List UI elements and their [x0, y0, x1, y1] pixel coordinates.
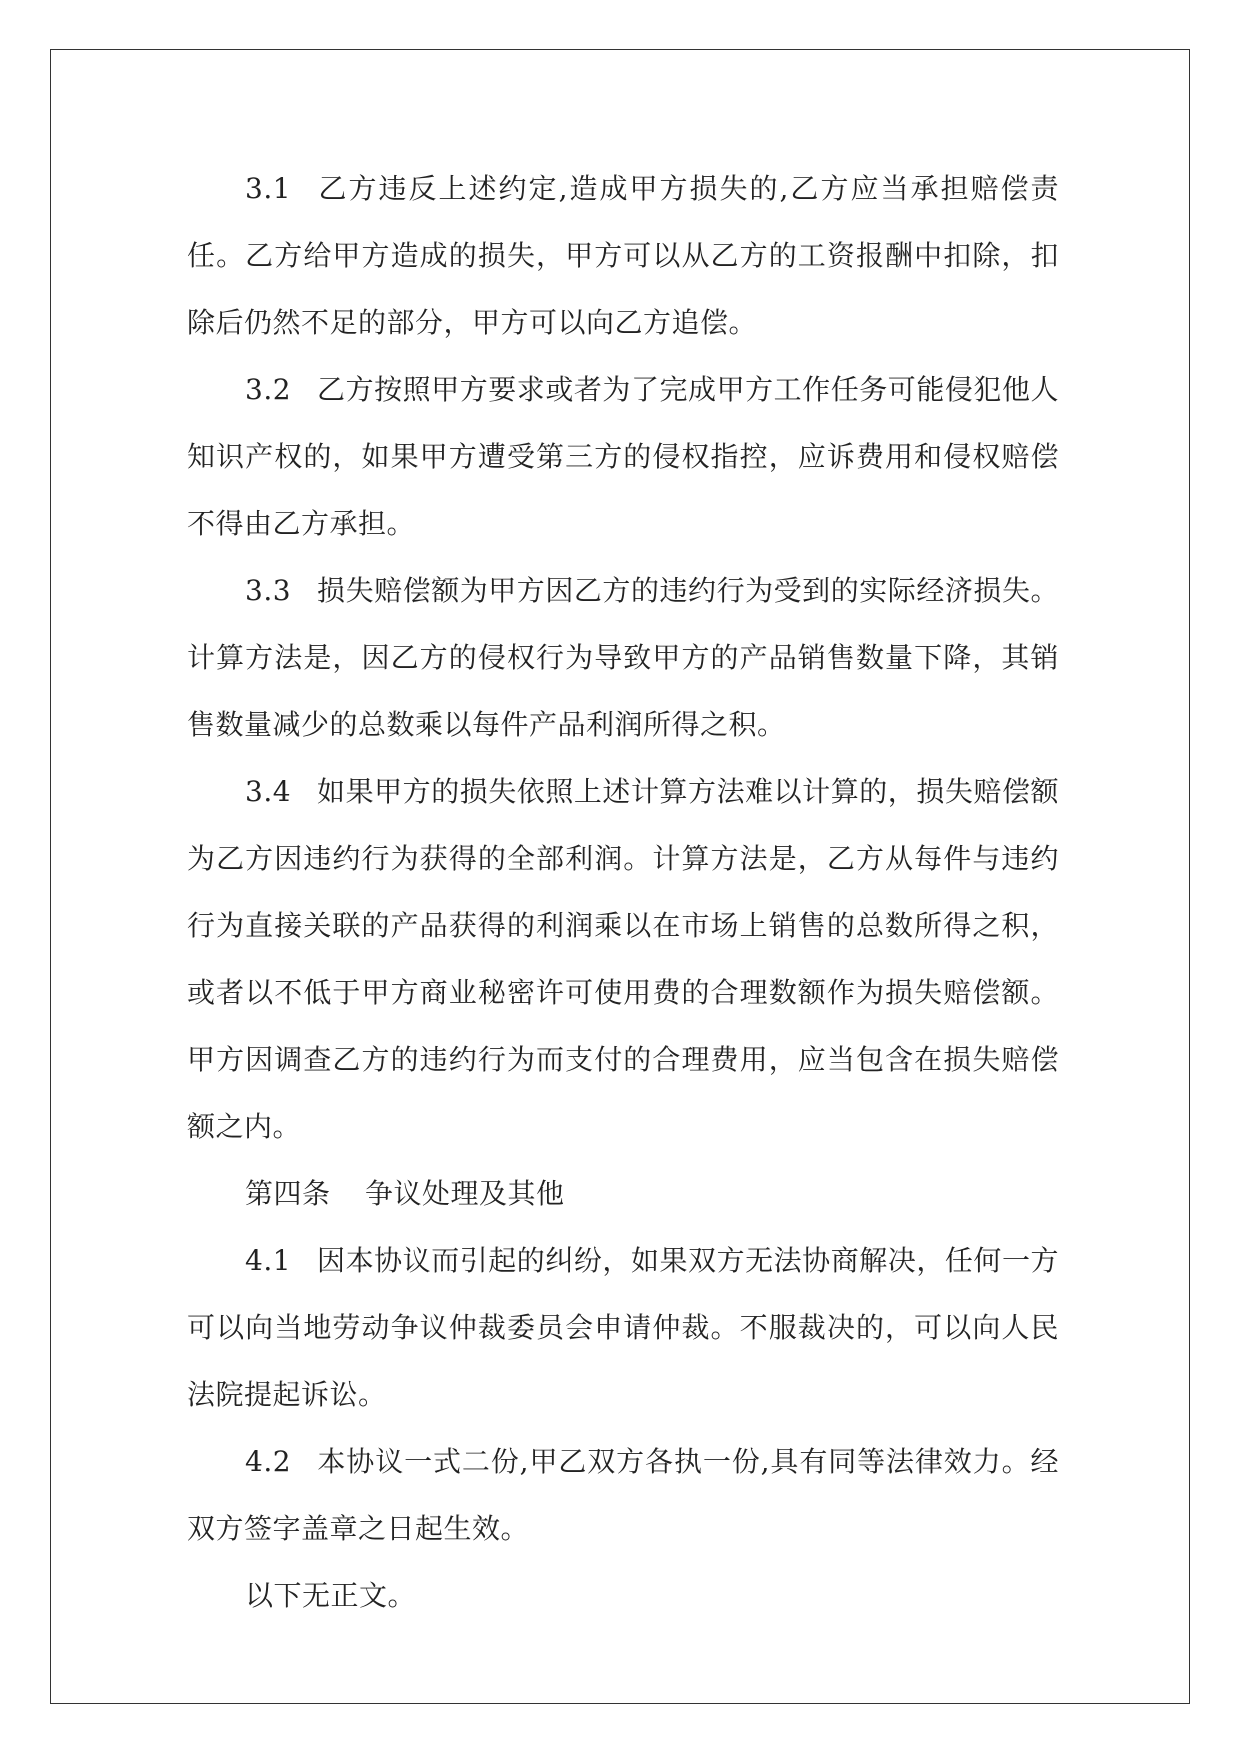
document-body: [187, 155, 1059, 1629]
clause-text: 因本协议而引起的纠纷，如果双方无法协商解决，任何一方可以向当地劳动争议仲裁委员会申请仲裁。不服裁决的，可以向人民法院提起诉讼。: [187, 1244, 1059, 1411]
closing-text: 以下无正文。: [245, 1579, 417, 1612]
closing-line: [187, 1562, 1059, 1629]
clause-3-1: [187, 155, 1059, 356]
clause-text: 本协议一式二份,甲乙双方各执一份,具有同等法律效力。经双方签字盖章之日起生效。: [187, 1445, 1059, 1545]
clause-3-3: [187, 557, 1059, 758]
clause-text: 乙方违反上述约定,造成甲方损失的,乙方应当承担赔偿责任。乙方给甲方造成的损失，甲方可以从乙方的工资报酬中扣除，扣除后仍然不足的部分，甲方可以向乙方追偿。: [187, 172, 1059, 339]
clause-number: 3.2: [245, 373, 292, 406]
clause-3-2: [187, 356, 1059, 557]
clause-text: 损失赔偿额为甲方因乙方的违约行为受到的实际经济损失。计算方法是，因乙方的侵权行为导致甲方的产品销售数量下降，其销售数量减少的总数乘以每件产品利润所得之积。: [187, 574, 1059, 741]
clause-number: 3.4: [245, 775, 292, 808]
section-heading: [187, 1160, 1059, 1227]
clause-number: 4.1: [245, 1244, 292, 1277]
clause-text: 如果甲方的损失依照上述计算方法难以计算的，损失赔偿额为乙方因违约行为获得的全部利润。计算方法是，乙方从每件与违约行为直接关联的产品获得的利润乘以在市场上销售的总数所得之积，或者以不低于甲方商业秘密许可使用费的合理数额作为损失赔偿额。甲方因调查乙方的违约行为而支付的合理费用，应当包含在损失赔偿额之内。: [187, 775, 1059, 1143]
clause-text: 乙方按照甲方要求或者为了完成甲方工作任务可能侵犯他人知识产权的，如果甲方遭受第三方的侵权指控，应诉费用和侵权赔偿不得由乙方承担。: [187, 373, 1059, 540]
clause-3-4: [187, 758, 1059, 1160]
clause-4-1: [187, 1227, 1059, 1428]
clause-number: 3.3: [245, 574, 292, 607]
section-title: 争议处理及其他: [365, 1177, 565, 1210]
clause-number: 4.2: [245, 1445, 292, 1478]
clause-4-2: [187, 1428, 1059, 1562]
clause-number: 3.1: [245, 172, 292, 205]
section-label: 第四条: [245, 1177, 331, 1210]
